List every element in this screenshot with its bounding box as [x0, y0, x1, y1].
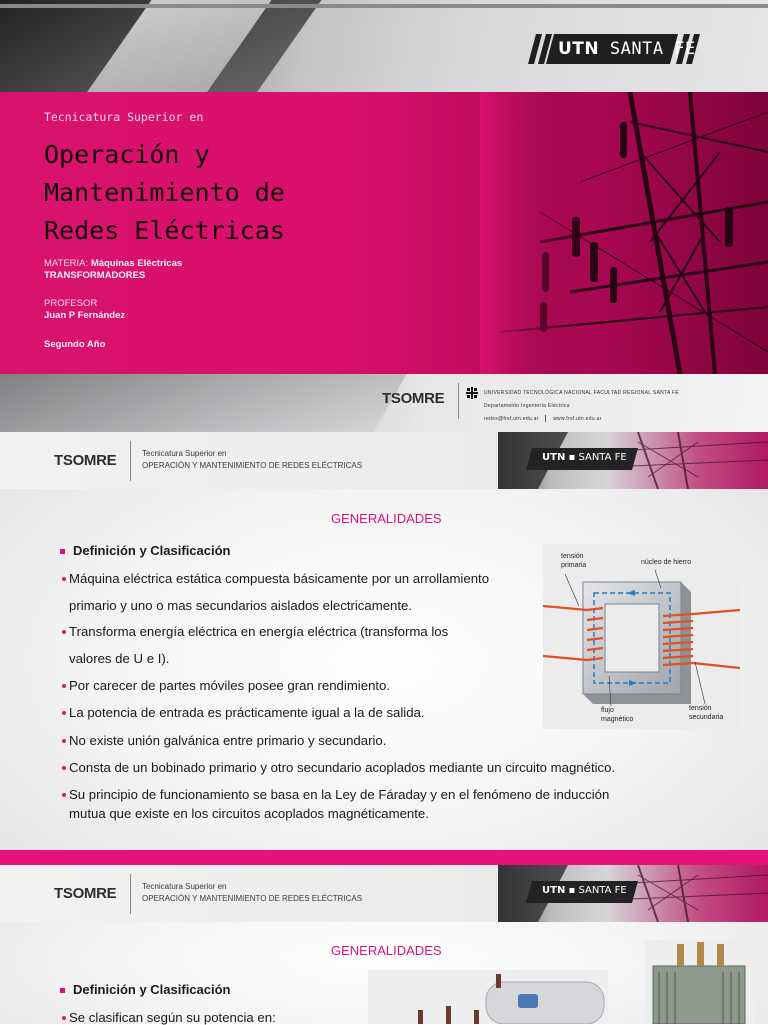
- year-block: [44, 339, 105, 351]
- bullet-dot-icon: [62, 630, 66, 634]
- label-flux: flujo magnético: [601, 707, 634, 723]
- bullet-dot-icon: [62, 739, 66, 743]
- bullet-dot-icon: [62, 711, 66, 715]
- materia-label: MATERIA:: [44, 258, 89, 269]
- header-line1: Tecnicatura Superior en: [142, 882, 227, 891]
- utn-santa-fe-logo: [528, 34, 702, 64]
- footer-divider: [458, 383, 459, 419]
- bottom-swoosh: [0, 374, 407, 432]
- label-secondary: tensión secundaria: [689, 705, 724, 721]
- transformer-core-illustration: [543, 544, 740, 729]
- square-bullet-icon: [60, 988, 65, 993]
- university-name: UNIVERSIDAD TECNOLÓGICA NACIONAL FACULTAD REGIONAL SANTA FE: [484, 390, 680, 396]
- profesor-label: PROFESOR: [44, 298, 98, 309]
- bullet-dot-icon: [62, 793, 66, 797]
- badge-brand: UTN: [542, 452, 566, 463]
- square-bullet-icon: [60, 549, 65, 554]
- bullet-item: Máquina eléctrica estática compuesta básicamente por un arrollamiento: [62, 571, 489, 586]
- transformer-diagram: [543, 544, 740, 729]
- section-heading: GENERALIDADES: [331, 511, 442, 526]
- bullet-item: Transforma energía eléctrica en energía eléctrica (transforma los: [62, 624, 448, 639]
- profesor-block: [44, 298, 125, 322]
- pretitle: Tecnicatura Superior en: [44, 110, 204, 124]
- utn-badge: UTN ▪ SANTA FE: [526, 881, 638, 903]
- tsomre-logo: TSOMRE: [54, 452, 117, 469]
- header-line2: OPERACIÓN Y MANTENIMIENTO DE REDES ELÉCTRICAS: [142, 894, 363, 903]
- contact-email[interactable]: redes@frsf.utn.edu.ar: [484, 415, 539, 422]
- bullet-dot-icon: [62, 684, 66, 688]
- power-pole-photo: [480, 92, 768, 374]
- contact-line: [484, 415, 602, 422]
- slide-header: [0, 865, 768, 922]
- badge-name: SANTA FE: [578, 452, 627, 463]
- badge-name: SANTA FE: [578, 885, 627, 896]
- bullet-dot-icon: [62, 577, 66, 581]
- bullet-continuation: mutua que existe en los circuitos acoplados magnéticamente.: [69, 806, 429, 821]
- header-divider: [130, 874, 131, 914]
- logo-name: SANTA FE: [609, 39, 696, 59]
- bullet-continuation: valores de U e I).: [69, 651, 170, 666]
- bullet-item: Consta de un bobinado primario y otro secundario acoplados mediante un circuito magnético.: [62, 760, 615, 775]
- slide-separator-bar: [0, 850, 768, 865]
- tsomre-logo: TSOMRE: [54, 885, 117, 902]
- materia-sub: TRANSFORMADORES: [44, 270, 146, 281]
- bullet-item: No existe unión galvánica entre primario y secundario.: [62, 733, 386, 748]
- header-line2: OPERACIÓN Y MANTENIMIENTO DE REDES ELÉCTRICAS: [142, 461, 363, 470]
- title-slide: [0, 0, 768, 432]
- year-label: Segundo Año: [44, 339, 106, 350]
- logo-brand: UTN: [558, 39, 600, 59]
- label-primary: tensión primaria: [561, 553, 587, 569]
- badge-brand: UTN: [542, 885, 566, 896]
- bullet-dot-icon: [62, 1016, 66, 1020]
- title-line: Operación y: [44, 140, 210, 169]
- subheading: [60, 982, 231, 997]
- tsomre-logo: TSOMRE: [382, 390, 445, 407]
- header-divider: [130, 441, 131, 481]
- contact-divider: [545, 415, 546, 422]
- slide-header: [0, 432, 768, 489]
- utn-emblem-icon: [466, 387, 478, 399]
- top-line: [0, 4, 768, 8]
- label-core: núcleo de hierro: [641, 559, 692, 566]
- materia-value: Máquinas Eléctricas: [90, 258, 183, 269]
- bullet-dot-icon: [62, 766, 66, 770]
- transformer-photo-tank: [368, 970, 608, 1024]
- utn-badge: UTN ▪ SANTA FE: [526, 448, 638, 470]
- transformer-photo-cabinet: [645, 940, 755, 1024]
- subheading-text: Definición y Clasificación: [73, 543, 231, 558]
- bullet-continuation: primario y uno o mas secundarios aislados electricamente.: [69, 598, 413, 613]
- materia-block: [44, 258, 182, 282]
- header-line1: Tecnicatura Superior en: [142, 449, 227, 458]
- contact-web[interactable]: www.frsf.utn.edu.ar: [553, 415, 602, 422]
- title-line: Mantenimiento de: [44, 178, 285, 207]
- profesor-value: Juan P Fernández: [44, 310, 126, 321]
- department-name: Departamento Ingeniería Eléctrica: [484, 403, 570, 409]
- bullet-item: Por carecer de partes móviles posee gran rendimiento.: [62, 678, 390, 693]
- bullet-item: Su principio de funcionamiento se basa en la Ley de Fáraday y en el fenómeno de inducción: [62, 787, 609, 802]
- subheading-text: Definición y Clasificación: [73, 982, 231, 997]
- bullet-item: La potencia de entrada es prácticamente igual a la de salida.: [62, 705, 425, 720]
- main-title: [44, 136, 285, 250]
- section-heading: GENERALIDADES: [331, 943, 442, 958]
- title-line: Redes Eléctricas: [44, 216, 285, 245]
- subheading: [60, 543, 231, 558]
- bullet-item: Se clasifican según su potencia en:: [62, 1010, 276, 1025]
